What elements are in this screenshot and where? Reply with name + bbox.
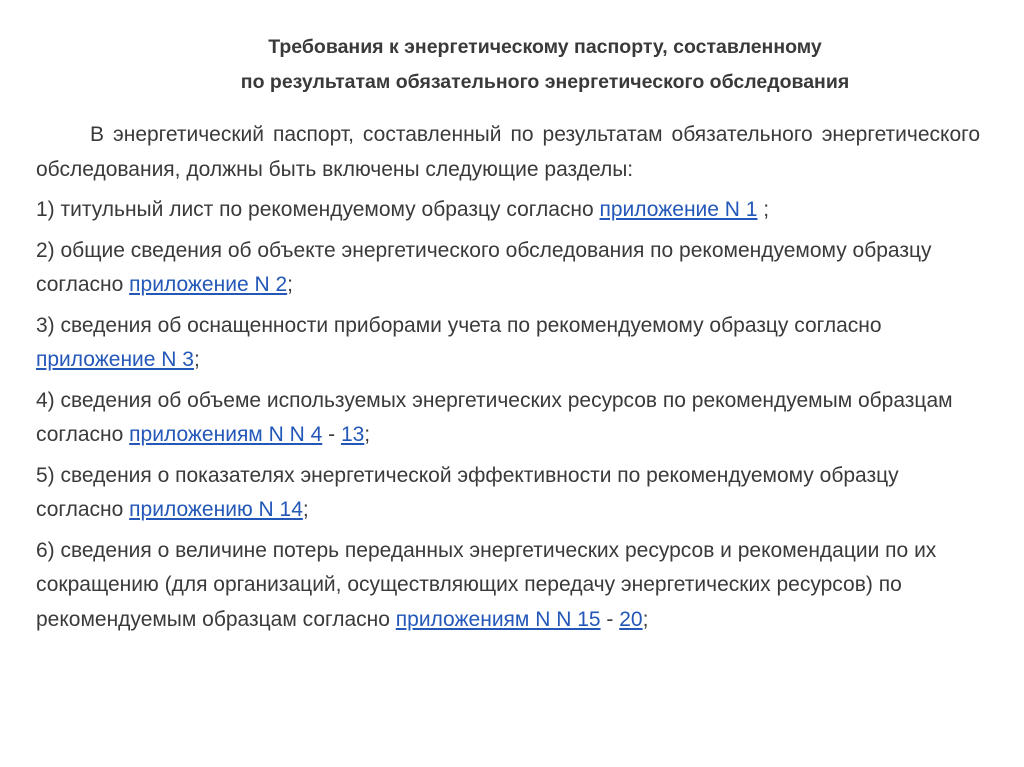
list-item-text: 2) общие сведения об объекте энергетического обследования по рекомендуемому образцу согласно [36, 238, 932, 296]
appendix-15-link[interactable]: приложениям N N 15 [395, 607, 601, 631]
appendix-14-link[interactable]: приложению N 14 [129, 498, 303, 521]
list-item-text: 4) сведения об объеме используемых энергетических ресурсов по рекомендуемым образцам согласно [36, 388, 953, 446]
appendix-3-link[interactable]: приложение N 3 [36, 348, 194, 371]
appendix-13-link[interactable]: 13 [340, 423, 365, 446]
list-item-separator: - [600, 607, 620, 631]
appendix-4-link[interactable]: приложениям N N 4 [129, 423, 323, 446]
list-item-suffix: ; [193, 348, 200, 371]
list-item-suffix: ; [287, 273, 293, 296]
list-item-text: 5) сведения о показателях энергетической эффективности по рекомендуемому образцу согласно [36, 463, 899, 521]
appendix-2-link[interactable]: приложение N 2 [129, 273, 288, 296]
list-item-text: 6) сведения о величине потерь переданных энергетических ресурсов и рекомендации по их сокращению (для организаций, осуществляющих передачу энергетических ресурсов) по рекомендуемым образцам согласно [36, 538, 937, 631]
list-item-text: 1) титульный лист по рекомендуемому образцу согласно [36, 198, 600, 221]
list-item-6 [36, 534, 980, 638]
list-item-suffix: ; [642, 607, 649, 631]
list-item-text: 3) сведения об оснащенности приборами учета по рекомендуемому образцу согласно [36, 313, 882, 337]
appendix-20-link[interactable]: 20 [619, 607, 643, 631]
list-item-5 [36, 459, 980, 528]
list-item-suffix: ; [364, 423, 371, 446]
slide-body [36, 118, 980, 643]
intro-paragraph: В энергетический паспорт, составленный по результатам обязательного энергетического обследования, должны быть включены следующие разделы: [36, 123, 980, 181]
list-item-suffix: ; [302, 498, 309, 521]
list-item-2 [36, 234, 980, 303]
title-line-1: Требования к энергетическому паспорту, составленному [268, 36, 822, 58]
appendix-1-link[interactable]: приложение N 1 [599, 198, 758, 221]
list-item-separator: - [322, 423, 341, 446]
list-item-4 [36, 384, 980, 453]
list-item-3 [36, 309, 980, 378]
slide-title [120, 30, 970, 100]
list-item-suffix: ; [757, 198, 770, 221]
list-item-1 [36, 193, 980, 228]
title-line-2: по результатам обязательного энергетического обследования [240, 71, 850, 93]
